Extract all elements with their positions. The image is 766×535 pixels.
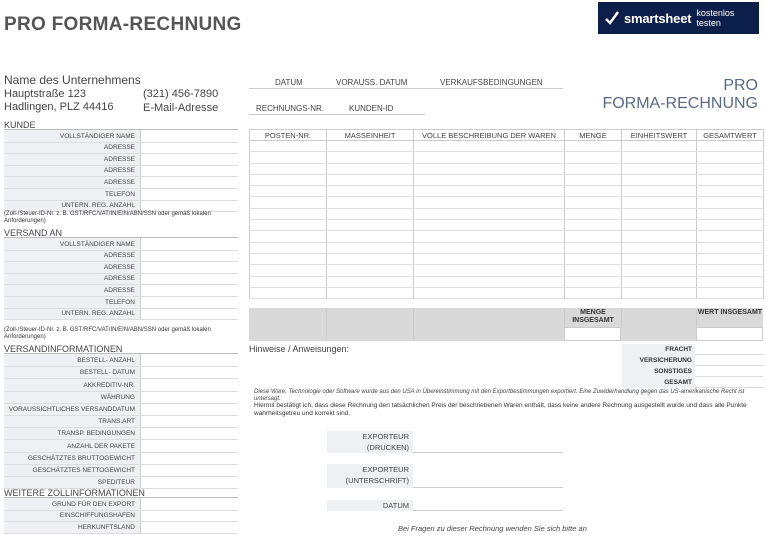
col-item-no: POSTEN-NR. xyxy=(250,130,327,141)
table-cell[interactable] xyxy=(327,197,414,208)
table-cell[interactable] xyxy=(565,152,622,163)
ship-info-field-line xyxy=(4,366,238,367)
smartsheet-logo-icon xyxy=(604,10,620,26)
banner-brand: smartsheet xyxy=(624,10,692,26)
table-cell[interactable] xyxy=(622,265,697,276)
table-cell[interactable] xyxy=(565,174,622,185)
table-cell[interactable] xyxy=(250,253,327,264)
table-row xyxy=(250,287,764,298)
summary-other-value[interactable] xyxy=(695,366,763,377)
table-cell[interactable] xyxy=(622,186,697,197)
sign-date-label: DATUM xyxy=(327,500,413,511)
company-block xyxy=(4,74,141,115)
table-row xyxy=(250,152,764,163)
totals-values-row xyxy=(249,327,763,341)
table-cell[interactable] xyxy=(697,141,764,152)
table-row xyxy=(250,174,764,185)
table-cell[interactable] xyxy=(622,287,697,298)
table-cell[interactable] xyxy=(565,253,622,264)
table-cell[interactable] xyxy=(622,231,697,242)
customs-field-line xyxy=(4,521,238,522)
table-cell[interactable] xyxy=(250,141,327,152)
customer-field-line xyxy=(4,188,238,189)
table-cell[interactable] xyxy=(414,152,565,163)
summary-total-value[interactable] xyxy=(695,377,763,388)
customer-field-line xyxy=(4,142,238,143)
table-cell[interactable] xyxy=(697,276,764,287)
table-cell[interactable] xyxy=(414,276,565,287)
table-cell[interactable] xyxy=(414,186,565,197)
proforma-heading: PRO FORMA-RECHNUNG xyxy=(602,77,758,112)
ship-info-field-line xyxy=(4,464,238,465)
table-cell[interactable] xyxy=(565,287,622,298)
col-total-value: GESAMTWERT xyxy=(697,130,764,141)
table-row xyxy=(250,208,764,219)
shipping-heading: VERSAND AN xyxy=(4,228,238,238)
customer-field-line xyxy=(4,200,238,201)
table-cell[interactable] xyxy=(697,287,764,298)
table-row xyxy=(250,220,764,231)
ship-info-field-line xyxy=(4,452,238,453)
ship-info-field-line xyxy=(4,403,238,404)
table-cell[interactable] xyxy=(622,242,697,253)
table-cell[interactable] xyxy=(250,242,327,253)
table-cell[interactable] xyxy=(414,141,565,152)
customs-label-column xyxy=(4,498,140,533)
ship-info-field-line xyxy=(4,391,238,392)
ship-info-field-label: GESCHÄTZTES NETTOGEWICHT xyxy=(32,467,135,474)
table-cell[interactable] xyxy=(622,276,697,287)
table-cell[interactable] xyxy=(622,208,697,219)
table-cell[interactable] xyxy=(250,220,327,231)
shipping-field-line xyxy=(4,308,238,309)
table-cell[interactable] xyxy=(250,174,327,185)
table-cell[interactable] xyxy=(565,208,622,219)
table-cell[interactable] xyxy=(622,141,697,152)
customs-field-label: EINSCHIFFUNGSHAFEN xyxy=(59,512,135,520)
table-cell[interactable] xyxy=(250,152,327,163)
table-cell[interactable] xyxy=(414,287,565,298)
total-qty-value[interactable] xyxy=(564,327,621,341)
table-cell[interactable] xyxy=(327,242,414,253)
table-cell[interactable] xyxy=(250,197,327,208)
ship-info-field-label: SPEDITEUR xyxy=(97,479,135,487)
table-cell[interactable] xyxy=(697,208,764,219)
col-unit-value: EINHEITSWERT xyxy=(622,130,697,141)
summary-total: GESAMT xyxy=(622,377,695,388)
table-cell[interactable] xyxy=(327,186,414,197)
table-cell[interactable] xyxy=(697,265,764,276)
table-row xyxy=(250,186,764,197)
ship-info-field-line xyxy=(4,476,238,477)
table-cell[interactable] xyxy=(327,276,414,287)
table-cell[interactable] xyxy=(622,152,697,163)
company-street[interactable]: Hauptstraße 123 xyxy=(4,87,86,100)
company-email[interactable]: E-Mail-Adresse xyxy=(143,101,219,114)
shipping-field-label: ADRESSE xyxy=(103,275,135,283)
table-cell[interactable] xyxy=(327,253,414,264)
export-disclaimer: Diese Ware, Technologie oder Software wurde aus den USA in Übereinstimmung mit den Exportbestimmungen exportiert. Eine Zuwiderhandlung gegen das US-amerikanische Recht ist untersagt. xyxy=(254,389,745,402)
customer-field-line xyxy=(4,165,238,166)
table-cell[interactable] xyxy=(414,163,565,174)
customer-id-label: KUNDEN-ID xyxy=(349,104,394,113)
table-cell[interactable] xyxy=(697,253,764,264)
table-cell[interactable] xyxy=(250,186,327,197)
table-cell[interactable] xyxy=(327,141,414,152)
shipping-field-line xyxy=(4,250,238,251)
shipping-field-line xyxy=(4,319,238,320)
ship-info-field-label: WÄHRUNG xyxy=(100,393,135,401)
sign-date-field[interactable] xyxy=(413,500,563,511)
customs-heading: WEITERE ZOLLINFORMATIONEN xyxy=(4,488,238,498)
table-cell[interactable] xyxy=(622,220,697,231)
table-cell[interactable] xyxy=(697,197,764,208)
table-cell[interactable] xyxy=(414,220,565,231)
table-cell[interactable] xyxy=(250,163,327,174)
shipping-field-line xyxy=(4,296,238,297)
total-value-value[interactable] xyxy=(696,327,763,341)
table-cell[interactable] xyxy=(565,265,622,276)
smartsheet-banner[interactable] xyxy=(598,2,759,34)
banner-cta: kostenlos testen xyxy=(696,8,735,28)
customer-heading: KUNDE xyxy=(4,120,238,130)
table-cell[interactable] xyxy=(697,186,764,197)
shipping-field-label: ADRESSE xyxy=(103,263,135,271)
table-row xyxy=(250,197,764,208)
table-cell[interactable] xyxy=(414,197,565,208)
table-cell[interactable] xyxy=(565,276,622,287)
table-cell[interactable] xyxy=(327,174,414,185)
customer-field-label: ADRESSE xyxy=(103,155,135,163)
company-city[interactable]: Hadlingen, PLZ 44416 xyxy=(4,101,114,113)
table-cell[interactable] xyxy=(327,265,414,276)
table-row xyxy=(250,141,764,152)
ship-info-field-label: VORAUSSICHTLICHES VERSANDDATUM xyxy=(8,406,135,413)
shipping-field-line xyxy=(4,273,238,274)
ship-info-field-label: BESTELL- ANZAHL xyxy=(77,357,135,365)
invoice-no-label: RECHNUNGS-NR. xyxy=(256,104,324,113)
customs-value-column[interactable] xyxy=(140,498,238,533)
table-cell[interactable] xyxy=(414,231,565,242)
table-cell[interactable] xyxy=(622,174,697,185)
date-label: DATUM xyxy=(275,78,303,87)
shipping-field-label: ADRESSE xyxy=(103,287,135,294)
table-cell[interactable] xyxy=(327,208,414,219)
customer-field-label: VOLLSTÄNDIGER NAME xyxy=(59,132,135,140)
table-cell[interactable] xyxy=(327,220,414,231)
shipping-field-label: ADRESSE xyxy=(103,252,135,260)
customer-field-label: ADRESSE xyxy=(103,144,135,152)
table-cell[interactable] xyxy=(250,231,327,242)
customer-field-label: UNTERN. REG. ANZAHL xyxy=(61,202,135,210)
table-cell[interactable] xyxy=(622,253,697,264)
table-cell[interactable] xyxy=(565,197,622,208)
table-cell[interactable] xyxy=(250,287,327,298)
total-qty-label: MENGE INSGESAMT xyxy=(572,309,614,324)
ship-date-label: VORAUSS. DATUM xyxy=(336,78,408,87)
ship-info-field-label: TRANSP. BEDINGUNGEN xyxy=(57,430,135,438)
table-cell[interactable] xyxy=(697,152,764,163)
table-cell[interactable] xyxy=(414,208,565,219)
table-cell[interactable] xyxy=(250,208,327,219)
total-value-label: WERT INSGESAMT xyxy=(697,309,763,316)
table-cell[interactable] xyxy=(414,265,565,276)
ship-info-field-label: GESCHÄTZTES BRUTTOGEWICHT xyxy=(27,454,135,462)
ship-info-field-line xyxy=(4,378,238,379)
customs-field-line xyxy=(4,533,238,534)
ship-info-label-column xyxy=(4,354,140,488)
table-cell[interactable] xyxy=(565,220,622,231)
shipping-field-label: TELEFON xyxy=(105,298,135,306)
table-cell[interactable] xyxy=(414,253,565,264)
table-row xyxy=(250,253,764,264)
table-cell[interactable] xyxy=(250,265,327,276)
ship-info-value-column[interactable] xyxy=(140,354,238,488)
footer-text: Bei Fragen zu dieser Rechnung wenden Sie sich bitte an xyxy=(398,524,587,533)
customer-note: (Zoll-/Steuer-ID-Nr. z. B. GST/RFC/VAT/IN/EIN/ABN/SSN oder gemäß lokalen Anforderungen) xyxy=(4,211,211,224)
table-cell[interactable] xyxy=(565,186,622,197)
table-cell[interactable] xyxy=(565,231,622,242)
summary-freight-value[interactable] xyxy=(695,344,763,355)
ship-info-field-label: TRANS.ART xyxy=(98,418,135,426)
ship-info-field-line xyxy=(4,415,238,416)
customs-field-label: HERKUNFTSLAND xyxy=(77,523,135,531)
customer-field-label: TELEFON xyxy=(105,190,135,198)
totals-row xyxy=(249,308,763,327)
table-cell[interactable] xyxy=(697,174,764,185)
table-cell[interactable] xyxy=(250,276,327,287)
items-table xyxy=(249,129,764,299)
table-row xyxy=(250,231,764,242)
table-row xyxy=(250,265,764,276)
table-cell[interactable] xyxy=(697,242,764,253)
table-cell[interactable] xyxy=(327,152,414,163)
table-cell[interactable] xyxy=(622,197,697,208)
exporter-sign-label: EXPORTEUR (UNTERSCHRIFT) xyxy=(327,464,413,488)
certification-text: Hiermit bestätigt ich, dass diese Rechnung den tatsächlichen Preis der beschriebenen Waren enthält, dass keine andere Rechnung ausgestellt wurde und dass alle Punkte wahrheitsgetreu und korrekt sind. xyxy=(254,402,747,417)
ship-info-field-line xyxy=(4,439,238,440)
col-unit: MASSEINHEIT xyxy=(327,130,414,141)
customer-field-line xyxy=(4,153,238,154)
table-cell[interactable] xyxy=(565,242,622,253)
ship-info-heading: VERSANDINFORMATIONEN xyxy=(4,344,238,354)
summary-insurance: VERSICHERUNG xyxy=(622,355,695,366)
customer-field-line xyxy=(4,176,238,177)
ship-info-field-label: ANZAHL DER PAKETE xyxy=(67,442,135,450)
summary-other: SONSTIGES xyxy=(622,366,695,377)
customs-field-line xyxy=(4,510,238,511)
exporter-print-field[interactable] xyxy=(413,431,563,453)
table-cell[interactable] xyxy=(622,163,697,174)
customer-field-label: ADRESSE xyxy=(103,167,135,175)
table-cell[interactable] xyxy=(697,220,764,231)
table-cell[interactable] xyxy=(697,231,764,242)
ship-info-field-label: BESTELL- DATUM xyxy=(79,369,135,377)
table-row xyxy=(250,163,764,174)
items-header-row xyxy=(250,130,764,141)
page-title: PRO FORMA-RECHNUNG xyxy=(4,14,242,35)
shipping-field-line xyxy=(4,284,238,285)
ship-info-field-line xyxy=(4,427,238,428)
terms-label: VERKAUFSBEDINGUNGEN xyxy=(440,78,543,87)
table-row xyxy=(250,242,764,253)
col-qty: MENGE xyxy=(565,130,622,141)
shipping-note: (Zoll-/Steuer-ID-Nr. z. B. GST/RFC/VAT/IN/EIN/ABN/SSN oder gemäß lokalen Anforderungen) xyxy=(4,327,211,340)
customer-field-label: ADRESSE xyxy=(103,179,135,186)
exporter-print-label: EXPORTEUR (DRUCKEN) xyxy=(327,431,413,453)
table-cell[interactable] xyxy=(697,163,764,174)
summary-insurance-value[interactable] xyxy=(695,355,763,366)
table-cell[interactable] xyxy=(327,231,414,242)
table-cell[interactable] xyxy=(414,174,565,185)
table-cell[interactable] xyxy=(414,242,565,253)
table-cell[interactable] xyxy=(327,163,414,174)
notes-label: Hinweise / Anweisungen: xyxy=(249,344,350,354)
table-cell[interactable] xyxy=(565,141,622,152)
company-phone[interactable]: (321) 456-7890 xyxy=(143,88,219,100)
shipping-field-label: UNTERN. REG. ANZAHL xyxy=(61,310,135,318)
shipping-field-line xyxy=(4,261,238,262)
company-name[interactable]: Name des Unternehmens xyxy=(4,73,141,87)
customs-field-label: GRUND FÜR DEN EXPORT xyxy=(52,500,135,508)
shipping-field-label: VOLLSTÄNDIGER NAME xyxy=(59,240,135,248)
exporter-sign-field[interactable] xyxy=(413,464,563,488)
table-cell[interactable] xyxy=(565,163,622,174)
table-cell[interactable] xyxy=(327,287,414,298)
col-description: VOLLE BESCHREIBUNG DER WAREN xyxy=(414,130,565,141)
company-contact xyxy=(143,88,218,115)
summary-freight: FRACHT xyxy=(622,344,695,355)
table-row xyxy=(250,276,764,287)
ship-info-field-label: AKKREDITIV-NR. xyxy=(83,381,135,389)
